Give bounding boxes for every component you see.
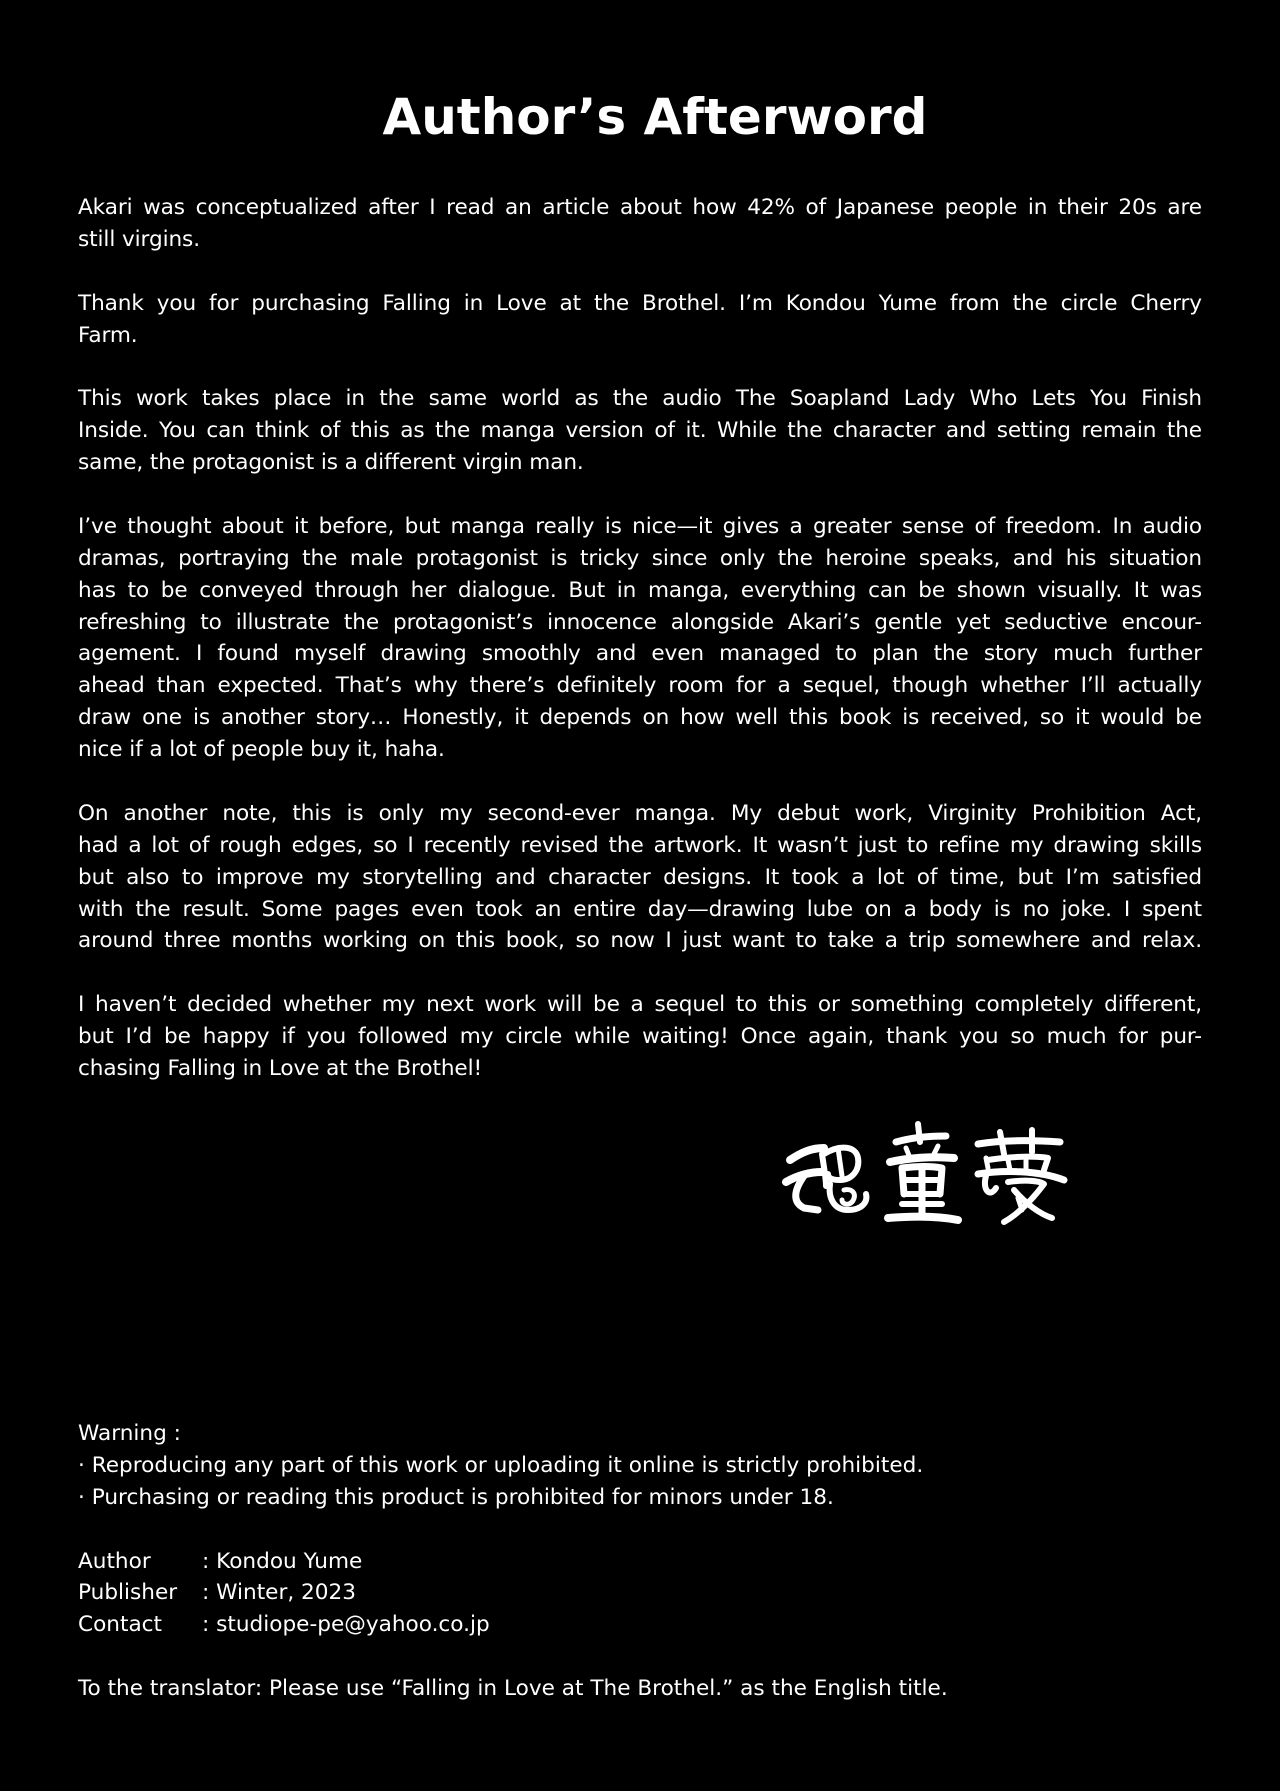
text-line: but also to improve my storytelling and character designs. It took a lot of time, but I’m satisfied xyxy=(78,864,1202,890)
credit-label: Publisher xyxy=(78,1580,178,1606)
publication-info xyxy=(78,1418,1202,1705)
paragraph-3 xyxy=(78,383,1202,479)
signature-icon xyxy=(782,1118,1072,1228)
spacer xyxy=(78,1641,1202,1673)
credit-contact xyxy=(78,1609,1202,1641)
credit-value: : Winter, 2023 xyxy=(202,1580,357,1606)
warning-item: · Reproducing any part of this work or uploading it online is strictly prohibited. xyxy=(78,1452,924,1478)
text-line: On another note, this is only my second-ever manga. My debut work, Virginity Prohibition Act, xyxy=(78,800,1202,826)
text-line: Akari was conceptualized after I read an article about how 42% of Japanese people in their 20s are xyxy=(78,195,1202,220)
text-line: Inside. You can think of this as the manga version of it. While the character and setting remain the xyxy=(78,418,1202,444)
text-line: This work takes place in the same world as the audio The Soapland Lady Who Lets You Finish xyxy=(78,386,1202,412)
text-line: refreshing to illustrate the protagonist’s innocence alongside Akari’s gentle yet seductive encour- xyxy=(78,609,1202,635)
warning-heading: Warning : xyxy=(78,1421,181,1446)
afterword-body xyxy=(78,192,1202,1117)
text-line: same, the protagonist is a different virgin man. xyxy=(78,450,584,476)
text-line: I’ve thought about it before, but manga really is nice—it gives a greater sense of freedom. In audio xyxy=(78,513,1202,539)
text-line: dramas, portraying the male protagonist is tricky since only the heroine speaks, and his situation xyxy=(78,545,1202,571)
text-line: I haven’t decided whether my next work will be a sequel to this or something completely different, xyxy=(78,992,1202,1018)
text-line: still virgins. xyxy=(78,226,200,252)
credit-label: Contact xyxy=(78,1612,163,1638)
paragraph-2 xyxy=(78,288,1202,352)
text-line: with the result. Some pages even took an entire day—drawing lube on a body is no joke. I spent xyxy=(78,896,1202,922)
text-line: has to be conveyed through her dialogue. But in manga, everything can be shown visually. It was xyxy=(78,577,1202,603)
paragraph-6 xyxy=(78,989,1202,1085)
text-line: had a lot of rough edges, so I recently revised the artwork. It wasn’t just to refine my drawing skills xyxy=(78,832,1202,858)
text-line: agement. I found myself drawing smoothly and even managed to plan the story much further xyxy=(78,641,1202,667)
text-line: nice if a lot of people buy it, haha. xyxy=(78,737,445,763)
translator-note: To the translator: Please use “Falling in Love at The Brothel.” as the English title. xyxy=(78,1676,948,1702)
paragraph-5 xyxy=(78,798,1202,957)
spacer xyxy=(78,1514,1202,1546)
paragraph-1 xyxy=(78,192,1202,256)
credit-author xyxy=(78,1546,1202,1578)
text-line: Farm. xyxy=(78,322,138,348)
contact-email: : studiope-pe@yahoo.co.jp xyxy=(202,1612,490,1638)
page-title: Author’s Afterword xyxy=(382,88,928,146)
text-line: chasing Falling in Love at the Brothel! xyxy=(78,1056,483,1082)
warning-item: · Purchasing or reading this product is prohibited for minors under 18. xyxy=(78,1484,834,1510)
text-line: Thank you for purchasing Falling in Love at the Brothel. I’m Kondou Yume from the circle Cherry xyxy=(78,290,1202,316)
credit-publisher xyxy=(78,1577,1202,1609)
paragraph-4 xyxy=(78,511,1202,766)
credit-value: : Kondou Yume xyxy=(202,1548,363,1574)
author-signature xyxy=(782,1118,1072,1228)
text-line: around three months working on this book, so now I just want to take a trip somewhere and relax. xyxy=(78,928,1202,954)
credit-label: Author xyxy=(78,1548,151,1574)
text-line: but I’d be happy if you followed my circle while waiting! Once again, thank you so much for pur- xyxy=(78,1024,1202,1050)
text-line: ahead than expected. That’s why there’s definitely room for a sequel, though whether I’ll actually xyxy=(78,673,1202,699)
text-line: draw one is another story… Honestly, it depends on how well this book is received, so it would be xyxy=(78,705,1202,731)
